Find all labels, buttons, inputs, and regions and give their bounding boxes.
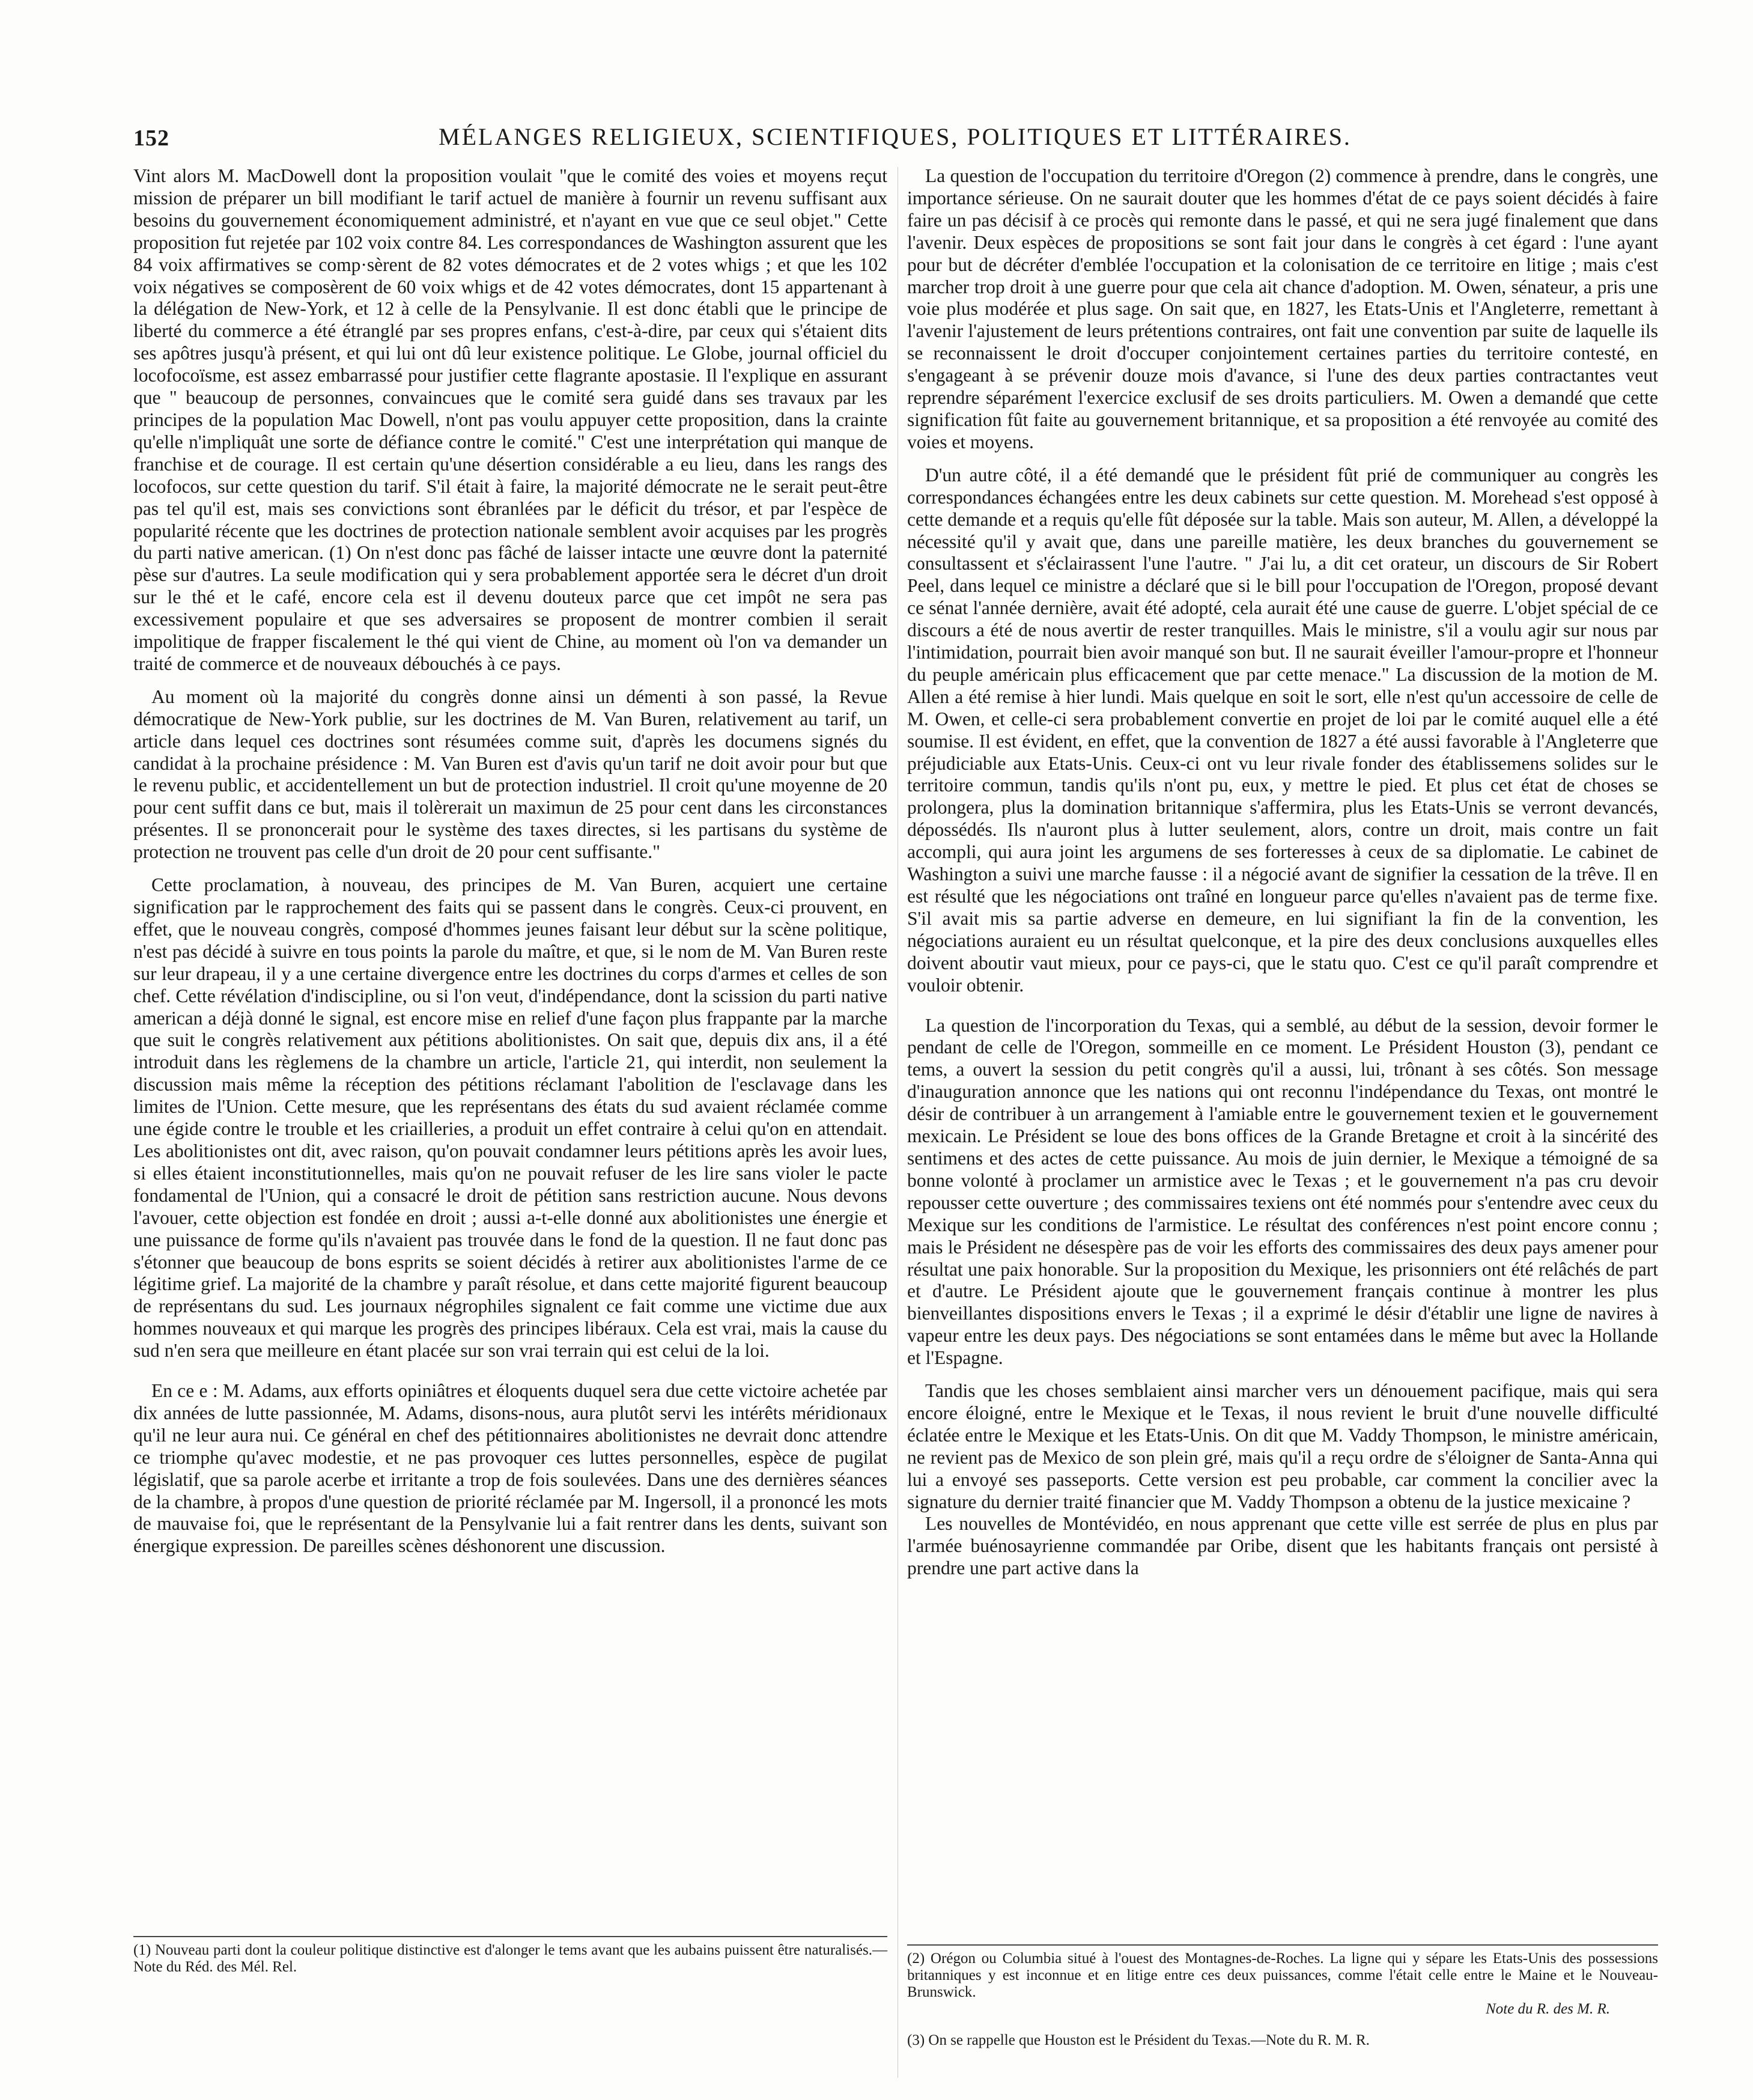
footnote-divider — [133, 1936, 887, 1937]
footnote-text: (2) Orégon ou Columbia situé à l'ouest des Montagnes-de-Roches. La ligne qui y sépare les Etats-Unis des possessions britanniques y est inconnue et en litige entre ces deux puissances, comme l'était celle entre le Maine et le Nouveau-Brunswick. — [907, 1950, 1658, 2000]
footnote — [907, 1950, 1658, 2018]
article-paragraph: Vint alors M. MacDowell dont la proposition voulait "que le comité des voies et moyens reçut mission de préparer un bill modifiant le tarif actuel de manière à fournir un revenu suffisant aux besoins du gouvernement économiquement administré, et n'ayant en vue que ce seul objet." Cette proposition fut rejetée par 102 voix contre 84. Les correspondances de Washington assurent que les 84 voix affirmatives se comp·sèrent de 82 votes démocrates et de 2 votes whigs ; et que les 102 voix négatives se composèrent de 60 voix whigs et de 42 votes démocrates, dont 15 appartenant à la délégation de New-York, et 12 à celle de la Pensylvanie. Il est donc établi que le principe de liberté du commerce a été étranglé par ses propres enfans, c'est-à-dire, par ceux qui s'étaient dits ses apôtres jusqu'à présent, et qui lui ont dû leur existence politique. Le Globe, journal officiel du locofocoïsme, est assez embarrassé pour justifier cette flagrante apostasie. Il l'explique en assurant que " beaucoup de personnes, convaincues que le comité sera guidé dans ses travaux par les principes de la population Mac Dowell, n'ont pas voulu appuyer cette proposition, dans la crainte qu'elle n'impliquât une sorte de défiance contre le comité." C'est une interprétation qui manque de franchise et de courage. Il est certain qu'une désertion considérable a eu lieu, dans les rangs des locofocos, sur cette question du tarif. S'il était à faire, la majorité démocrate ne le serait peut-être pas tel qu'il est, mais ses convictions sont ébranlées par le déficit du trésor, et par l'espèce de popularité récente que les doctrines de protection nationale semblent avoir acquises par les progrès du parti native american. (1) On n'est donc pas fâché de laisser intacte une œuvre dont la paternité pèse sur d'autres. La seule modification qui y sera probablement apportée sera le décret d'un droit sur le thé et le café, encore cela est il devenu douteux parce que cet impôt ne sera pas excessivement populaire et que ses adversaires se proposent de montrer combien il serait impolitique de frapper fiscalement le thé qui vient de Chine, au moment où l'on va demander un traité de commerce et de nouveaux débouchés à ce pays. — [133, 165, 887, 674]
article-paragraph: Tandis que les choses semblaient ainsi marcher vers un dénouement pacifique, mais qui sera encore éloigné, entre le Mexique et le Texas, il nous revient le bruit d'une nouvelle difficulté éclatée entre le Mexique et les Etats-Unis. On dit que M. Vaddy Thompson, le ministre américain, ne revient pas de Mexico de son plein gré, mais qu'il a reçu ordre de s'éloigner de Santa-Anna qui lui a envoyé ses passeports. Cette version est peu probable, car comment la concilier avec la signature du dernier traité financier que M. Vaddy Thompson a obtenu de la justice mexicaine ? — [907, 1380, 1658, 1512]
article-paragraph: Au moment où la majorité du congrès donne ainsi un démenti à son passé, la Revue démocratique de New-York publie, sur les doctrines de M. Van Buren, relativement au tarif, un article dans lequel ces doctrines sont résumées comme suit, d'après les documens signés du candidat à la prochaine présidence : M. Van Buren est d'avis qu'un tarif ne doit avoir pour but que le revenu public, et accidentellement un but de protection industriel. Il croit qu'une moyenne de 20 pour cent suffit dans ce but, mais il tolèrerait un maximun de 25 pour cent dans les circonstances présentes. Il se prononcerait pour le système des taxes directes, si les partisans du système de protection ne trouvent pas celle d'un droit de 20 pour cent suffisante." — [133, 686, 887, 863]
article-paragraph: Cette proclamation, à nouveau, des principes de M. Van Buren, acquiert une certaine signification par le rapprochement des faits qui se passent dans le congrès. Ceux-ci prouvent, en effet, que le nouveau congrès, composé d'hommes jeunes faisant leur début sur la scène politique, n'est pas décidé à suivre en tous points la parole du maître, et que, si le nom de M. Van Buren reste sur leur drapeau, il y a une certaine divergence entre les doctrines du corps d'armes et celles de son chef. Cette révélation d'indiscipline, ou si l'on veut, d'indépendance, dont la scission du parti native american a déjà donné le signal, est encore mise en relief d'une façon plus frappante par la marche que suit le congrès relativement aux pétitions abolitionistes. On sait que, depuis dix ans, il a été introduit dans les règlemens de la chambre un article, l'article 21, qui interdit, non seulement la discussion mais même la réception des pétitions réclamant l'abolition de l'esclavage dans les limites de l'Union. Cette mesure, que les représentans des états du sud avaient réclamée comme une égide contre le trouble et les criailleries, a produit un effet contraire à celui qu'on en attendait. Les abolitionistes ont dit, avec raison, qu'on pouvait condamner leurs pétitions après les avoir lues, si elles étaient inconstitutionnelles, mais qu'on ne pouvait refuser de les lire sans violer le pacte fondamental de l'Union, qui a consacré le droit de pétition sans restriction aucune. Nous devons l'avouer, cette objection est fondée en droit ; aussi a-t-elle donné aux abolitionistes une énergie et une puissance de forme qu'ils n'avaient pas trouvée dans le fond de la question. Il ne faut donc pas s'étonner que beaucoup de bons esprits se soient décidés à retirer aux abolitionistes l'arme de ce légitime grief. La majorité de la chambre y paraît résolue, et dans cette majorité figurent beaucoup de représentans du sud. Les journaux négrophiles signalent ce fait comme une victime due aux hommes nouveaux et qui marque les progrès des principes libéraux. Cela est vrai, mais la cause du sud n'en sera que meilleure en étant placée sur son vrai terrain qui est celui de la loi. — [133, 874, 887, 1362]
footnote-signature: Note du R. des M. R. — [1486, 2001, 1610, 2017]
article-paragraph: La question de l'incorporation du Texas, qui a semblé, au début de la session, devoir former le pendant de celle de l'Oregon, sommeille en ce moment. Le Président Houston (3), pendant ce tems, a ouvert la session du petit congrès qu'il a aussi, lui, trônant à ses côtés. Son message d'inauguration annonce que les nations qui ont reconnu l'indépendance du Texas, ont montré le désir de contribuer à un arrangement à l'amiable entre le gouvernement texien et le gouvernement mexicain. Le Président se loue des bons offices de la Grande Bretagne et croit à la sincérité des sentimens et des actes de cette puissance. Au mois de juin dernier, le Mexique a témoigné de sa bonne volonté à proclamer un armistice avec le Texas ; et le gouvernement n'a pas cru devoir repousser cette ouverture ; des commissaires texiens ont été nommés pour s'entendre avec ceux du Mexique sur les conditions de l'armistice. Le résultat des conférences n'est point encore connu ; mais le Président ne désespère pas de voir les efforts des commissaires des deux pays amener pour résultat une paix honorable. Sur la proposition du Mexique, les prisonniers ont été relâchés de part et d'autre. Le Président ajoute que le gouvernement français continue à montrer les plus bienveillantes dispositions envers le Texas ; il a exprimé le désir d'établir une ligne de navires à vapeur entre les deux pays. Des négociations se sont entamées dans le même but avec la Hollande et l'Espagne. — [907, 1014, 1658, 1369]
footnote-text: (3) On se rappelle que Houston est le Président du Texas.—Note du R. M. R. — [907, 2032, 1370, 2048]
footnote-divider — [907, 1944, 1658, 1946]
right-column — [907, 165, 1658, 1580]
left-column — [133, 165, 887, 1557]
running-title: MÉLANGES RELIGIEUX, SCIENTIFIQUES, POLITIQUES ET LITTÉRAIRES. — [439, 123, 1352, 150]
article-paragraph: En ce e : M. Adams, aux efforts opiniâtres et éloquents duquel sera due cette victoire achetée par dix années de lutte passionnée, M. Adams, disons-nous, aura plutôt servi les intérêts méridionaux qu'il ne leur aura nui. Ce général en chef des pétitionnaires abolitionistes ne devrait donc attendre ce triomphe qu'avec modestie, et ne pas provoquer ces luttes personnelles, espèce de pugilat législatif, que sa parole acerbe et irritante a trop de fois soulevées. Dans une des dernières séances de la chambre, à propos d'une question de priorité réclamée par M. Ingersoll, il a prononcé les mots de mauvaise foi, que le représentant de la Pensylvanie lui a fait rentrer dans les dents, suivant son énergique expression. De pareilles scènes déshonorent une discussion. — [133, 1380, 887, 1557]
article-paragraph: La question de l'occupation du territoire d'Oregon (2) commence à prendre, dans le congrès, une importance sérieuse. On ne saurait douter que les hommes d'état de ce pays soient décidés à faire faire un pas décisif à ce procès qui remonte dans le passé, et qui ne sera jugé finalement que dans l'avenir. Deux espèces de propositions se sont fait jour dans le congrès à cet égard : l'une ayant pour but de décréter d'emblée l'occupation et la colonisation de ce territoire en litige ; mais c'est marcher trop droit à une guerre pour que cela ait chance d'adoption. M. Owen, sénateur, a pris une voie plus modérée et plus sage. On sait que, en 1827, les Etats-Unis et l'Angleterre, remettant à l'avenir l'ajustement de leurs prétentions contraires, ont fait une convention par suite de laquelle ils se reconnaissent le droit d'occuper conjointement certaines parties du territoire contesté, en s'engageant à se prévenir douze mois d'avance, si l'une des deux parties contractantes veut reprendre séparément l'exercice exclusif de ses droits particuliers. M. Owen a demandé que cette signification fût faite au gouvernement britannique, et sa proposition a été renvoyée au comité des voies et moyens. — [907, 165, 1658, 452]
page-number: 152 — [133, 126, 169, 151]
footnote — [133, 1942, 887, 1976]
article-paragraph: Les nouvelles de Montévidéo, en nous apprenant que cette ville est serrée de plus en plus par l'armée buénosayrienne commandée par Oribe, disent que les habitants français ont persisté à prendre une part active dans la — [907, 1513, 1658, 1579]
article-paragraph: D'un autre côté, il a été demandé que le président fût prié de communiquer au congrès les correspondances échangées entre les deux cabinets sur cette question. M. Morehead s'est opposé à cette demande et a requis qu'elle fût déposée sur la table. Mais son auteur, M. Allen, a développé la nécessité qu'il y avait que, dans une pareille matière, les deux branches du gouvernement se consultassent et s'éclairassent l'une l'autre. " J'ai lu, a dit cet orateur, un discours de Sir Robert Peel, dans lequel ce ministre a déclaré que si le bill pour l'occupation de l'Oregon, proposé devant ce sénat l'année dernière, avait été adopté, cela aurait été une cause de guerre. L'objet spécial de ce discours a été de nous avertir de rester tranquilles. Mais le ministre, s'il a voulu agir sur nous par l'intimidation, pourrait bien avoir manqué son but. Il ne saurait éveiller l'amour-propre et l'honneur du peuple américain plus efficacement que par cette menace." La discussion de la motion de M. Allen a été remise à hier lundi. Mais quelque en soit le sort, elle n'est qu'un accessoire de celle de M. Owen, et celle-ci sera probablement convertie en projet de loi par le comité auquel elle a été soumise. Il est évident, en effet, que la convention de 1827 a été aussi favorable à l'Angleterre que préjudiciable aux Etats-Unis. Ceux-ci ont vu leur rivale fonder des établissemens solides sur le territoire commun, tandis qu'ils n'ont pu, eux, y mettre le pied. Et plus cet état de choses se prolongera, plus la domination britannique s'affermira, plus les Etats-Unis se verront devancés, dépossédés. Ils n'auront plus à lutter seulement, alors, contre un droit, mais contre un fait accompli, qui aura joint les argumens de ses forteresses à ceux de sa diplomatie. Le cabinet de Washington a suivi une marche fausse : il a négocié avant de signifier la cessation de la trêve. Il en est résulté que les négociations ont traîné en longueur parce qu'elles n'avaient pas de terme fixe. S'il avait mis sa partie adverse en demeure, en lui signifiant la fin de la convention, les négociations auraient eu un résultat quelconque, et la pire des deux conclusions auxquelles elles doivent aboutir vaut mieux, pour ce pays-ci, que le statu quo. C'est ce qu'il paraît comprendre et vouloir obtenir. — [907, 464, 1658, 996]
footnote — [907, 2032, 1658, 2049]
footnote-text: (1) Nouveau parti dont la couleur politique distinctive est d'alonger le tems avant que les aubains puissent être naturalisés.—Note du Réd. des Mél. Rel. — [133, 1942, 887, 1975]
